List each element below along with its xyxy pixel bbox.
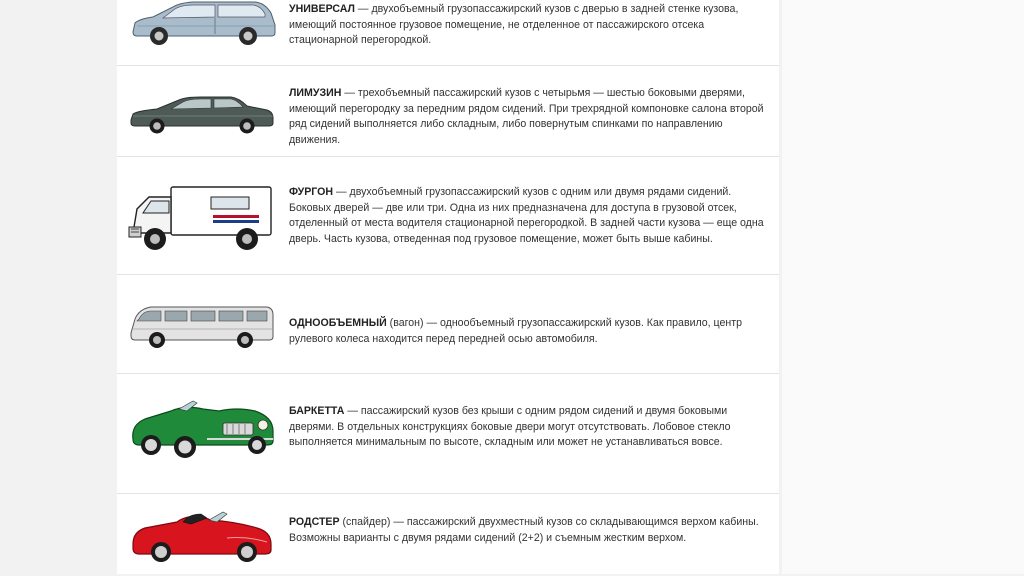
entry-text: (спайдер) — пассажирский двухместный кузов со складывающимся верхом кабины. Возможны варианты с двумя рядами сидений (2+2) и съемным жестким верхом. — [289, 516, 759, 544]
entry-term: БАРКЕТТА — [289, 405, 345, 417]
entry-text: — трехобъемный пассажирский кузов с четырьмя — шестью боковыми дверями, имеющий перегородку за передним рядом сидений. При трехрядной компоновке салона второй ряд сидений выполняется либо складным, либо повернутым спинками по направлению движения. — [289, 87, 764, 146]
entry-description — [289, 86, 767, 148]
right-margin — [782, 0, 1024, 574]
entry-description — [289, 316, 767, 347]
entry-term: РОДСТЕР — [289, 516, 340, 528]
entry-term: УНИВЕРСАЛ — [289, 3, 355, 15]
entry-text: — двухобъемный грузопассажирский кузов с дверью в задней стенке кузова, имеющий постоянное грузовое помещение, не отделенное от пассажирского отсека стационарной перегородкой. — [289, 3, 739, 47]
barchetta-icon — [127, 399, 277, 461]
list-item-limousine — [117, 66, 779, 157]
entry-description — [289, 185, 767, 247]
entry-description — [289, 404, 767, 451]
list-item-roadster — [117, 494, 779, 576]
list-item-minivan — [117, 275, 779, 374]
list-item-station-wagon — [117, 0, 779, 66]
limousine-icon — [127, 94, 277, 164]
minivan-icon — [127, 303, 277, 373]
entry-text: — двухобъемный грузопассажирский кузов с одним или двумя рядами сидений. Боковых дверей — две или три. Одна из них предназначена для доступа в грузовой отсек, отделенный от места водителя стационарной перегородкой. В задней части кузова — еще одна дверь. Часть кузова, отведенная под грузовое помещение, может быть выше кабины. — [289, 186, 764, 245]
entry-description — [289, 515, 767, 546]
entry-term: ЛИМУЗИН — [289, 87, 342, 99]
document-page — [117, 0, 779, 574]
delivery-van-icon — [127, 183, 277, 255]
entry-term: ФУРГОН — [289, 186, 334, 198]
roadster-icon — [127, 508, 277, 568]
list-item-delivery-van — [117, 157, 779, 275]
list-item-barchetta — [117, 374, 779, 494]
entry-description — [289, 2, 767, 49]
station-wagon-icon — [127, 0, 277, 69]
entry-text: (вагон) — однообъемный грузопассажирский кузов. Как правило, центр рулевого колеса находится перед передней осью автомобиля. — [289, 317, 742, 345]
entry-term: ОДНООБЪЕМНЫЙ — [289, 317, 387, 329]
entry-text: — пассажирский кузов без крыши с одним рядом сидений и двумя боковыми дверями. В отдельных конструкциях боковые двери могут отсутствовать. Лобовое стекло выполняется минимальным по высоте, складным или может не устанавливаться вовсе. — [289, 405, 731, 449]
